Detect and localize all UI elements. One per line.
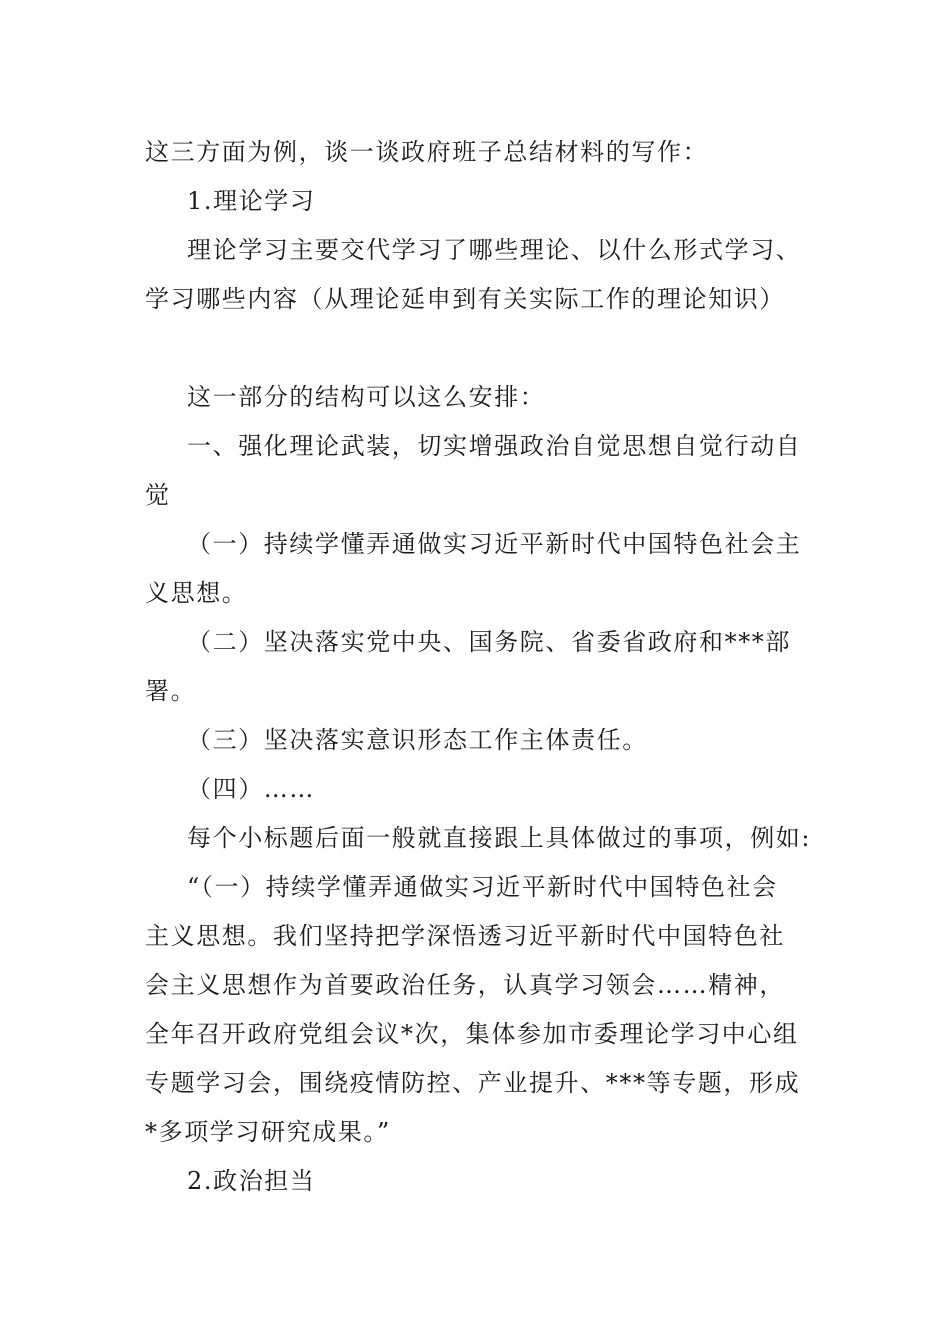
example-quote-line: “（一）持续学懂弄通做实习近平新时代中国特色社会 <box>187 873 778 901</box>
example-quote-line: *多项学习研究成果。” <box>145 1118 391 1146</box>
document-body <box>145 128 812 1206</box>
outline-item-continuation: 义思想。 <box>145 579 248 607</box>
example-quote-line: 会主义思想作为首要政治任务，认真学习领会……精神， <box>145 971 785 999</box>
paragraph-line: 这三方面为例，谈一谈政府班子总结材料的写作： <box>145 138 709 166</box>
example-quote-line: 专题学习会，围绕疫情防控、产业提升、***等专题，形成 <box>145 1069 801 1097</box>
paragraph-line: 每个小标题后面一般就直接跟上具体做过的事项，例如: <box>187 824 812 852</box>
paragraph-line: 这一部分的结构可以这么安排： <box>187 383 546 411</box>
outline-item: （二）坚决落实党中央、国务院、省委省政府和***部 <box>187 628 791 656</box>
blank-line <box>145 324 807 373</box>
outline-heading: 一、强化理论武装，切实增强政治自觉思想自觉行动自 <box>187 432 802 460</box>
section-heading: 1.理论学习 <box>187 187 316 215</box>
outline-item: （四）…… <box>187 775 315 803</box>
example-quote-line: 主义思想。我们坚持把学深悟透习近平新时代中国特色社 <box>145 922 785 950</box>
paragraph-line: 理论学习主要交代学习了哪些理论、以什么形式学习、 <box>187 236 802 264</box>
outline-item-continuation: 署。 <box>145 677 197 705</box>
section-heading: 2.政治担当 <box>187 1167 316 1195</box>
outline-item: （三）坚决落实意识形态工作主体责任。 <box>187 726 648 754</box>
outline-item: （一）持续学懂弄通做实习近平新时代中国特色社会主 <box>187 530 802 558</box>
outline-heading-continuation: 觉 <box>145 481 171 509</box>
example-quote-line: 全年召开政府党组会议*次，集体参加市委理论学习中心组 <box>145 1020 799 1048</box>
paragraph-line: 学习哪些内容（从理论延申到有关实际工作的理论知识） <box>145 285 785 313</box>
